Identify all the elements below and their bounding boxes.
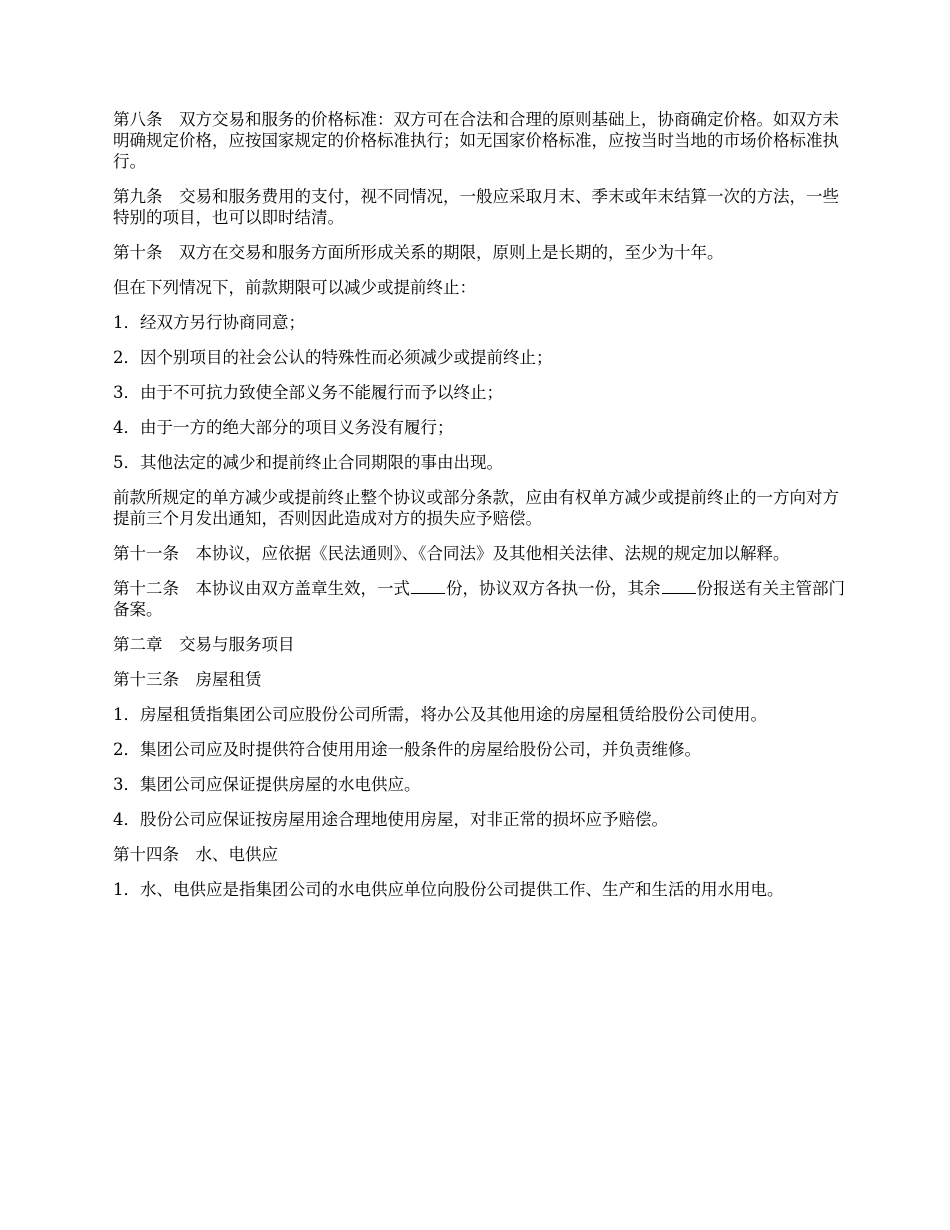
exceptions-intro: 但在下列情况下，前款期限可以减少或提前终止： [113,278,476,297]
list-item: 2．集团公司应及时提供符合使用用途一般条件的房屋给股份公司，并负责维修。 [113,740,701,759]
list-item: 1．房屋租赁指集团公司应股份公司所需，将办公及其他用途的房屋租赁给股份公司使用。 [113,705,767,724]
article-12-part3: 份报送有关主管部门备案。 [113,579,845,619]
list-item: 2．因个别项目的社会公认的特殊性而必须减少或提前终止； [113,348,553,367]
list-item: 4．股份公司应保证按房屋用途合理地使用房屋，对非正常的损坏应予赔偿。 [113,810,668,829]
article-14-heading: 第十四条 水、电供应 [113,845,278,864]
article-12 [113,578,853,620]
list-item: 4．由于一方的绝大部分的项目义务没有履行； [113,418,454,437]
document-page [113,109,853,914]
article-12-part2: 份，协议双方各执一份，其余 [446,579,661,598]
list-item: 5．其他法定的减少和提前终止合同期限的事由出现。 [113,453,503,472]
article-11: 第十一条 本协议，应依据《民法通则》、《合同法》及其他相关法律、法规的规定加以解释。 [113,544,790,563]
termination-notice: 前款所规定的单方减少或提前终止整个协议或部分条款，应由有权单方减少或提前终止的一方向对方提前三个月发出通知，否则因此造成对方的损失应予赔偿。 [113,488,839,528]
article-9: 第九条 交易和服务费用的支付，视不同情况，一般应采取月末、季末或年末结算一次的方法，一些特别的项目，也可以即时结清。 [113,187,839,227]
list-item: 1．经双方另行协商同意； [113,313,305,332]
list-item: 1．水、电供应是指集团公司的水电供应单位向股份公司提供工作、生产和生活的用水用电。 [113,880,784,899]
article-8: 第八条 双方交易和服务的价格标准：双方可在合法和合理的原则基础上，协商确定价格。如双方未明确规定价格，应按国家规定的价格标准执行；如无国家价格标准，应按当时当地的市场价格标准执行。 [113,110,839,171]
list-item: 3．由于不可抗力致使全部义务不能履行而予以终止； [113,383,503,402]
list-item: 3．集团公司应保证提供房屋的水电供应。 [113,775,421,794]
filing-copies-blank[interactable] [662,578,696,594]
article-13-heading: 第十三条 房屋租赁 [113,670,262,689]
article-12-part1: 第十二条 本协议由双方盖章生效，一式 [113,579,410,598]
article-10: 第十条 双方在交易和服务方面所形成关系的期限，原则上是长期的，至少为十年。 [113,243,724,262]
chapter-heading: 第二章 交易与服务项目 [113,635,295,654]
copies-blank[interactable] [411,578,445,594]
